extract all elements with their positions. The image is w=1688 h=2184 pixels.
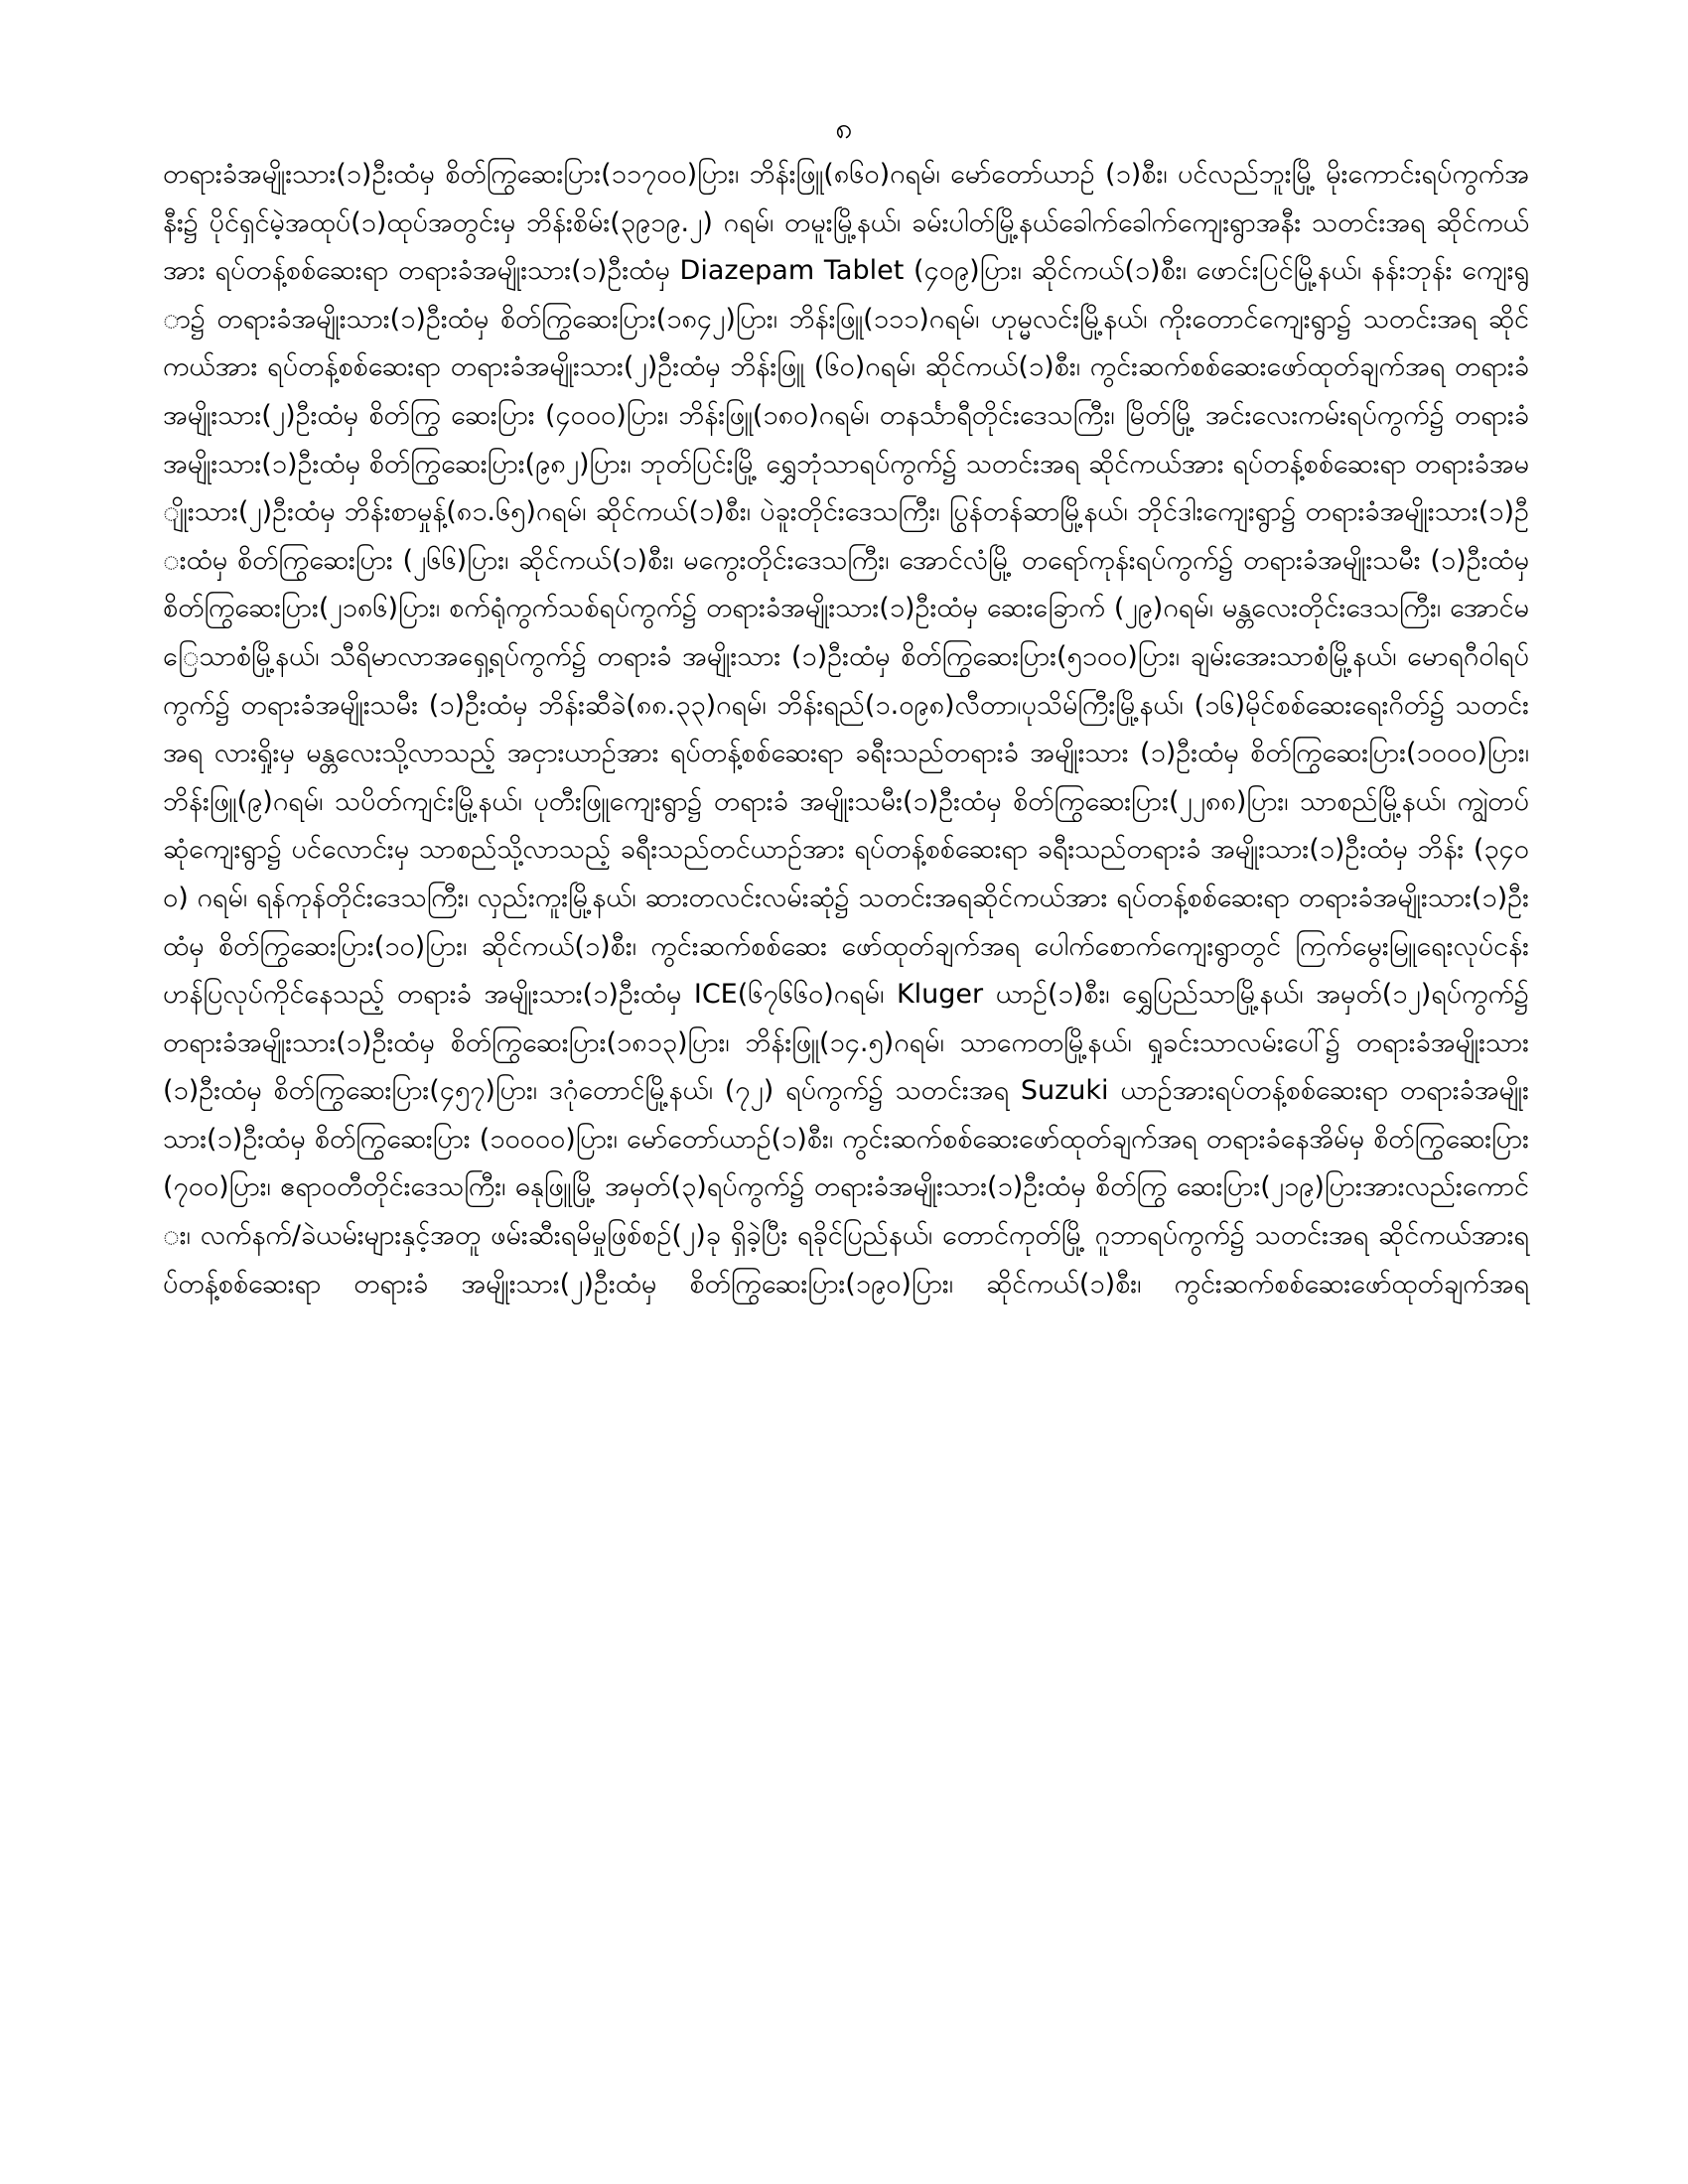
page-number: ၈ xyxy=(835,111,853,146)
body-paragraph: တရားခံအမျိုးသား(၁)ဦးထံမှ စိတ်ကြွဆေးပြား(၁၁၇၀၀)ပြား၊ ဘိန်းဖြူ(၈၆၀)ဂရမ်၊ မော်တော်ယာဉ် (၁)စီး၊ ပင်လည်ဘူးမြို့ မိုးကောင်းရပ်ကွက်အနီး၌ ပိုင်ရှင်မဲ့အထုပ်(၁)ထုပ်အတွင်းမှ ဘိန်းစိမ်း(၃၉၁၉.၂) ဂရမ်၊ တမူးမြို့နယ်၊ ခမ်းပါတ်မြို့နယ်ခေါက်ခေါက်ကျေးရွာအနီး သတင်းအရ ဆိုင်ကယ်အား ရပ်တန့်စစ်ဆေးရာ တရားခံအမျိုးသား(၁)ဦးထံမှ Diazepam Tablet (၄၀၉)ပြား၊ ဆိုင်ကယ်(၁)စီး၊ ဖောင်းပြင်မြို့နယ်၊ နန်းဘုန်း ကျေးရွာ၌ တရားခံအမျိုးသား(၁)ဦးထံမှ စိတ်ကြွဆေးပြား(၁၈၄၂)ပြား၊ ဘိန်းဖြူ(၁၁၁)ဂရမ်၊ ဟုမ္မလင်းမြို့နယ်၊ ကိုးတောင်ကျေးရွာ၌ သတင်းအရ ဆိုင်ကယ်အား ရပ်တန့်စစ်ဆေးရာ တရားခံအမျိုးသား(၂)ဦးထံမှ ဘိန်းဖြူ (၆၀)ဂရမ်၊ ဆိုင်ကယ်(၁)စီး၊ ကွင်းဆက်စစ်ဆေးဖော်ထုတ်ချက်အရ တရားခံအမျိုးသား(၂)ဦးထံမှ စိတ်ကြွ ဆေးပြား (၄၀၀၀)ပြား၊ ဘိန်းဖြူ(၁၈၀)ဂရမ်၊ တနင်္သာရီတိုင်းဒေသကြီး၊ မြိတ်မြို့ အင်းလေးကမ်းရပ်ကွက်၌ တရားခံအမျိုးသား(၁)ဦးထံမှ စိတ်ကြွဆေးပြား(၉၈၂)ပြား၊ ဘုတ်ပြင်းမြို့ ရွှေဘုံသာရပ်ကွက်၌ သတင်းအရ ဆိုင်ကယ်အား ရပ်တန့်စစ်ဆေးရာ တရားခံအမျိုးသား(၂)ဦးထံမှ ဘိန်းစာမှုန့်(၈၁.၆၅)ဂရမ်၊ ဆိုင်ကယ်(၁)စီး၊ ပဲခူးတိုင်းဒေသကြီး၊ ပြွန်တန်ဆာမြို့နယ်၊ ဘိုင်ဒါးကျေးရွာ၌ တရားခံအမျိုးသား(၁)ဦးထံမှ စိတ်ကြွဆေးပြား (၂၆၆)ပြား၊ ဆိုင်ကယ်(၁)စီး၊ မကွေးတိုင်းဒေသကြီး၊ အောင်လံမြို့ တရော်ကုန်းရပ်ကွက်၌ တရားခံအမျိုးသမီး (၁)ဦးထံမှ စိတ်ကြွဆေးပြား(၂၁၈၆)ပြား၊ စက်ရုံကွက်သစ်ရပ်ကွက်၌ တရားခံအမျိုးသား(၁)ဦးထံမှ ဆေးခြောက် (၂၉)ဂရမ်၊ မန္တလေးတိုင်းဒေသကြီး၊ အောင်မြေသာစံမြို့နယ်၊ သီရိမာလာအရှေ့ရပ်ကွက်၌ တရားခံ အမျိုးသား (၁)ဦးထံမှ စိတ်ကြွဆေးပြား(၅၁၀၀)ပြား၊ ချမ်းအေးသာစံမြို့နယ်၊ မောရဂီဝါရပ်ကွက်၌ တရားခံအမျိုးသမီး (၁)ဦးထံမှ ဘိန်းဆီခဲ(၈၈.၃၃)ဂရမ်၊ ဘိန်းရည်(၁.၀၉၈)လီတာ၊ပုသိမ်ကြီးမြို့နယ်၊ (၁၆)မိုင်စစ်ဆေးရေးဂိတ်၌ သတင်းအရ လားရှိုးမှ မန္တလေးသို့လာသည့် အငှားယာဉ်အား ရပ်တန့်စစ်ဆေးရာ ခရီးသည်တရားခံ အမျိုးသား (၁)ဦးထံမှ စိတ်ကြွဆေးပြား(၁၀၀၀)ပြား၊ ဘိန်းဖြူ(၉)ဂရမ်၊ သပိတ်ကျင်းမြို့နယ်၊ ပုတီးဖြူကျေးရွာ၌ တရားခံ အမျိုးသမီး(၁)ဦးထံမှ စိတ်ကြွဆေးပြား(၂၂၈၈)ပြား၊ သာစည်မြို့နယ်၊ ကျွဲတပ်ဆုံကျေးရွာ၌ ပင်လောင်းမှ သာစည်သို့လာသည့် ခရီးသည်တင်ယာဉ်အား ရပ်တန့်စစ်ဆေးရာ ခရီးသည်တရားခံ အမျိုးသား(၁)ဦးထံမှ ဘိန်း (၃၄၀၀) ဂရမ်၊ ရန်ကုန်တိုင်းဒေသကြီး၊ လှည်းကူးမြို့နယ်၊ ဆားတလင်းလမ်းဆုံ၌ သတင်းအရဆိုင်ကယ်အား ရပ်တန့်စစ်ဆေးရာ တရားခံအမျိုးသား(၁)ဦးထံမှ စိတ်ကြွဆေးပြား(၁၀)ပြား၊ ဆိုင်ကယ်(၁)စီး၊ ကွင်းဆက်စစ်ဆေး ဖော်ထုတ်ချက်အရ ပေါက်စောက်ကျေးရွာတွင် ကြက်မွေးမြူရေးလုပ်ငန်း ဟန်ပြလုပ်ကိုင်နေသည့် တရားခံ အမျိုးသား(၁)ဦးထံမှ ICE(၆၇၆၆၀)ဂရမ်၊ Kluger ယာဉ်(၁)စီး၊ ရွှေပြည်သာမြို့နယ်၊ အမှတ်(၁၂)ရပ်ကွက်၌ တရားခံအမျိုးသား(၁)ဦးထံမှ စိတ်ကြွဆေးပြား(၁၈၁၃)ပြား၊ ဘိန်းဖြူ(၁၄.၅)ဂရမ်၊ သာကေတမြို့နယ်၊ ရှုခင်းသာလမ်းပေါ်၌ တရားခံအမျိုးသား(၁)ဦးထံမှ စိတ်ကြွဆေးပြား(၄၅၇)ပြား၊ ဒဂုံတောင်မြို့နယ်၊ (၇၂) ရပ်ကွက်၌ သတင်းအရ Suzuki ယာဉ်အားရပ်တန့်စစ်ဆေးရာ တရားခံအမျိုးသား(၁)ဦးထံမှ စိတ်ကြွဆေးပြား (၁၀၀၀၀)ပြား၊ မော်တော်ယာဉ်(၁)စီး၊ ကွင်းဆက်စစ်ဆေးဖော်ထုတ်ချက်အရ တရားခံနေအိမ်မှ စိတ်ကြွဆေးပြား (၇၀၀)ပြား၊ ဧရာဝတီတိုင်းဒေသကြီး၊ ဓနုဖြူမြို့ အမှတ်(၃)ရပ်ကွက်၌ တရားခံအမျိုးသား(၁)ဦးထံမှ စိတ်ကြွ ဆေးပြား(၂၁၉)ပြားအားလည်းကောင်း၊ လက်နက်/ခဲယမ်းများနှင့်အတူ ဖမ်းဆီးရမိမှုဖြစ်စဉ်(၂)ခု ရှိခဲ့ပြီး ရခိုင်ပြည်နယ်၊ တောင်ကုတ်မြို့ ဂူဘာရပ်ကွက်၌ သတင်းအရ ဆိုင်ကယ်အားရပ်တန့်စစ်ဆေးရာ တရားခံ အမျိုးသား(၂)ဦးထံမှ စိတ်ကြွဆေးပြား(၁၉၀)ပြား၊ ဆိုင်ကယ်(၁)စီး၊ ကွင်းဆက်စစ်ဆေးဖော်ထုတ်ချက်အရ xyxy=(163,159,1529,1299)
